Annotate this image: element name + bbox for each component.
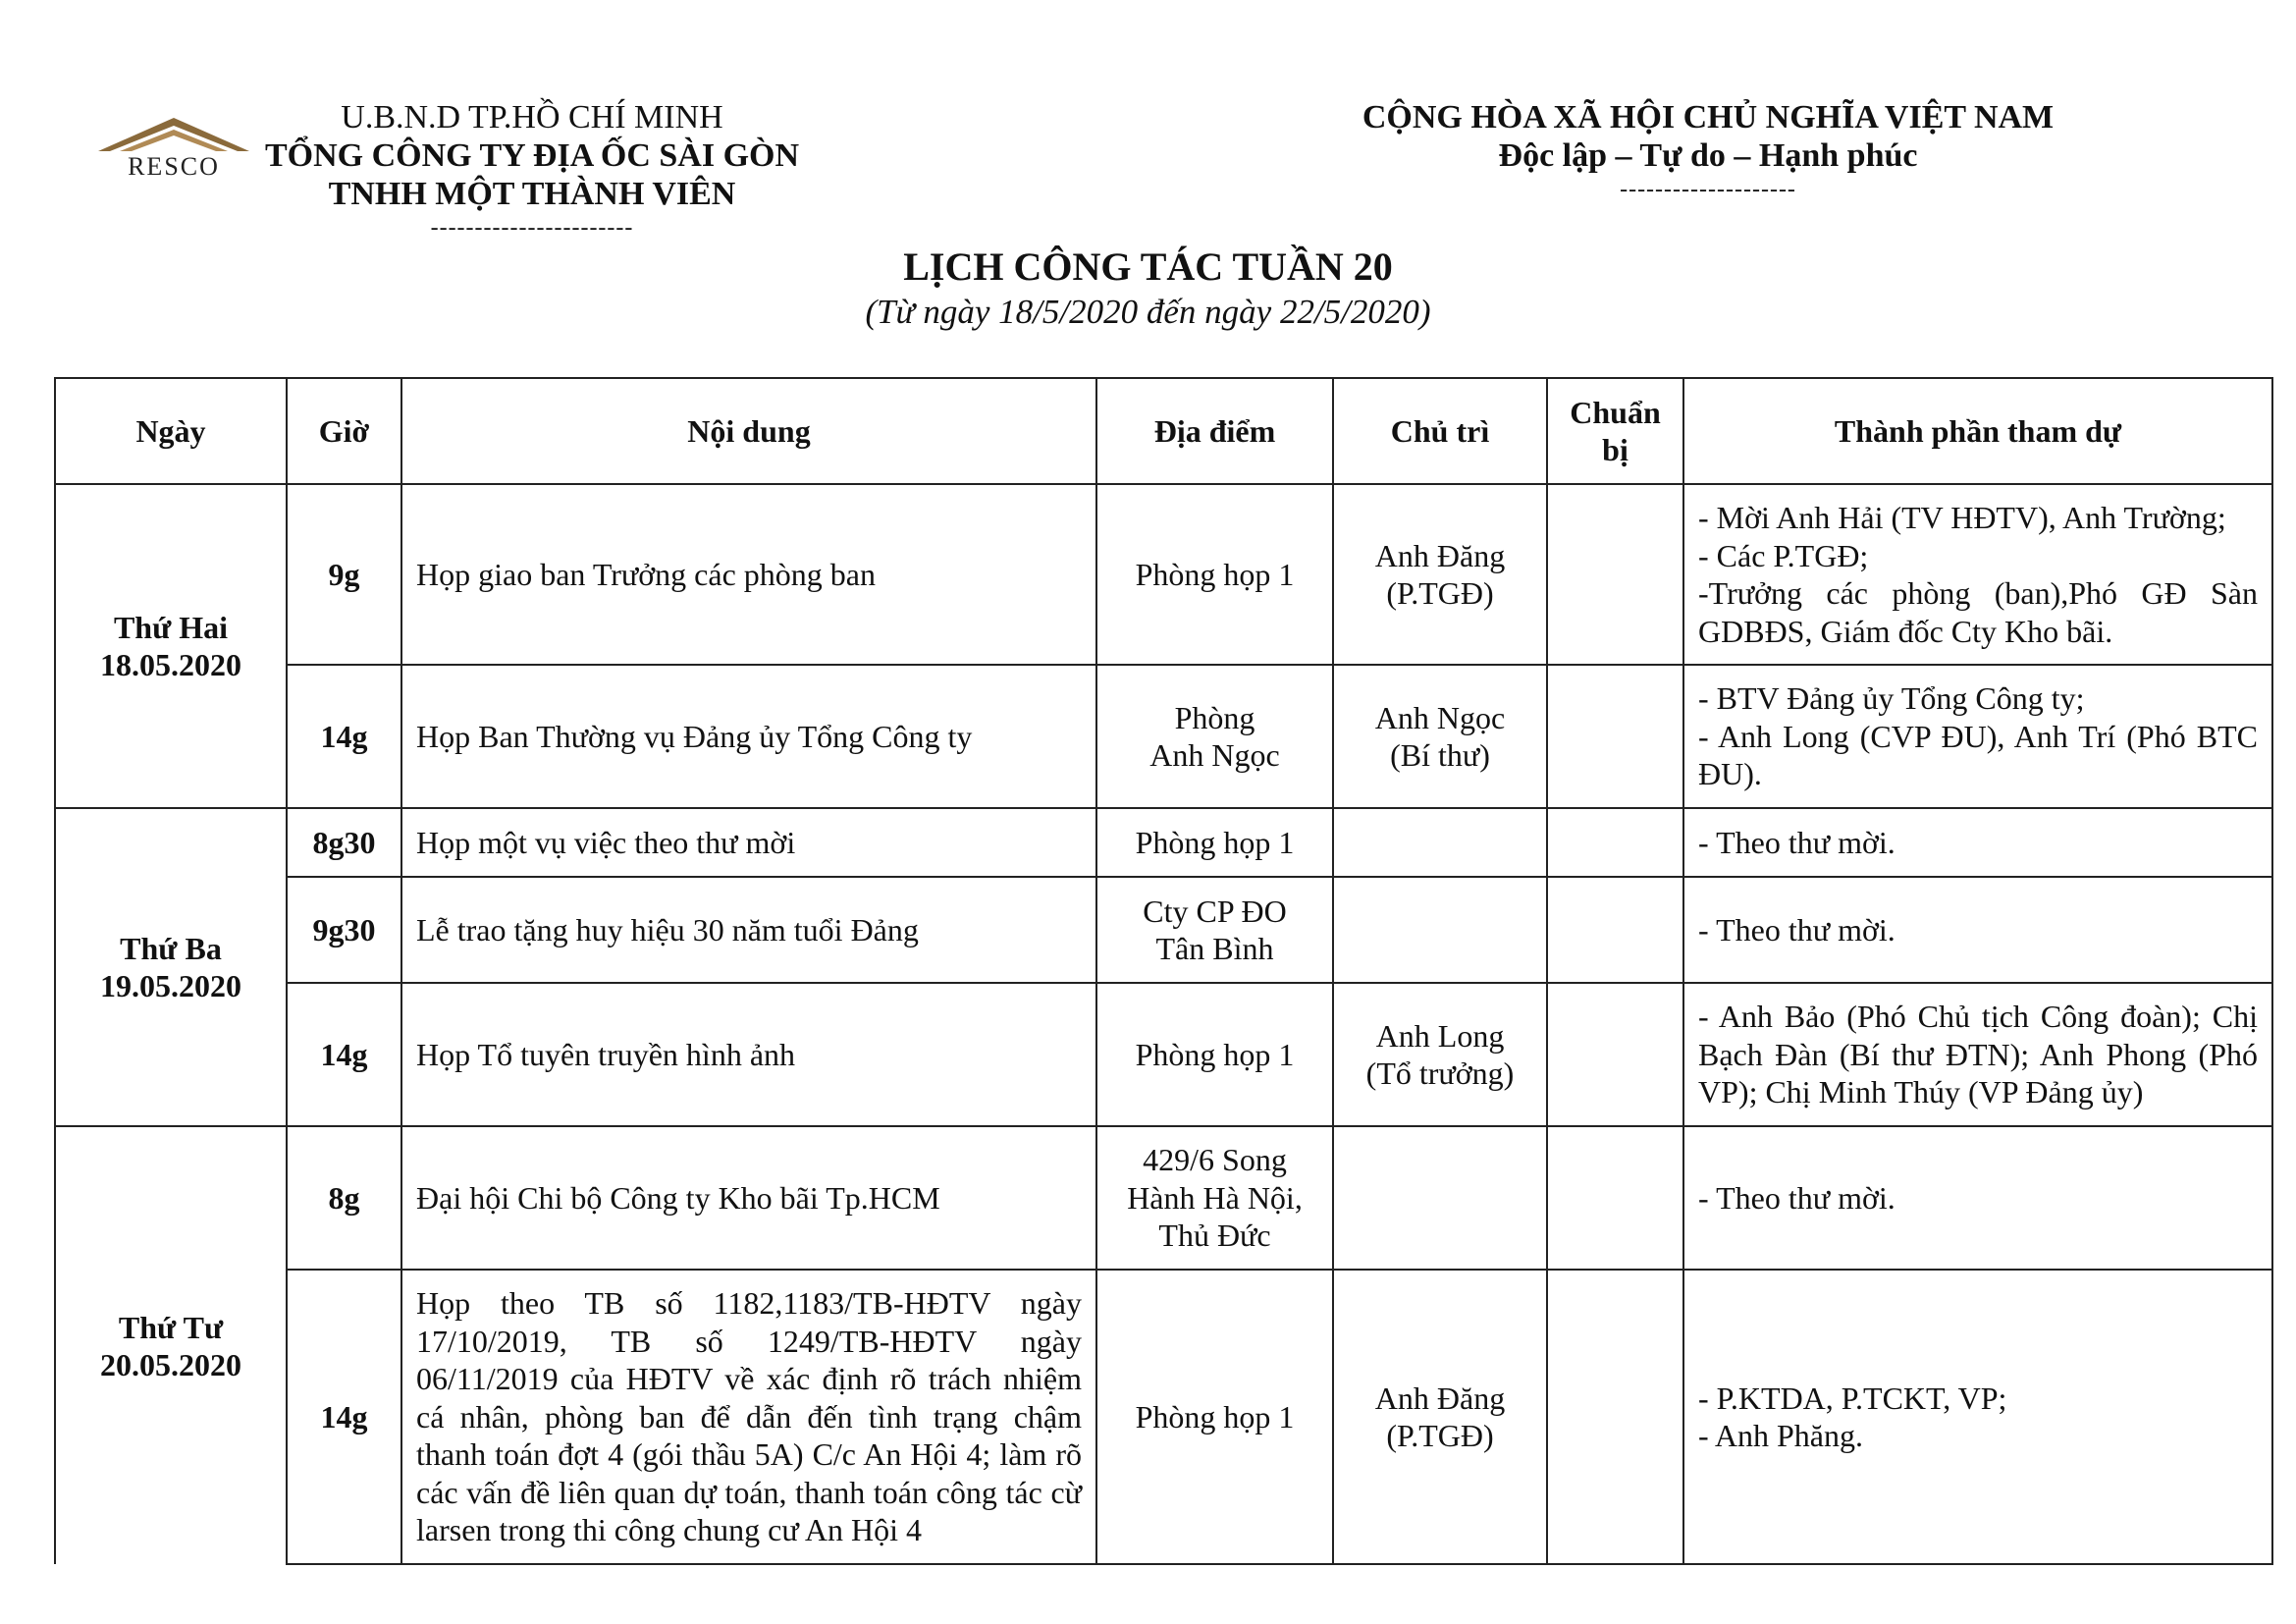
day-name: Thứ Hai <box>113 610 229 645</box>
attendee-line: - Theo thư mời. <box>1698 824 1896 860</box>
time-cell: 14g <box>287 665 401 808</box>
header-host: Chủ trì <box>1333 378 1547 484</box>
day-cell <box>55 1126 287 1564</box>
day-date: 19.05.2020 <box>100 968 241 1003</box>
place-line: Thủ Đức <box>1158 1218 1271 1254</box>
attendee-line: - Mời Anh Hải (TV HĐTV), Anh Trường; <box>1698 500 2226 535</box>
prep-cell <box>1547 484 1683 665</box>
org-line-2: TỔNG CÔNG TY ĐỊA ỐC SÀI GÒN <box>264 137 800 174</box>
host-line: Anh Long <box>1375 1017 1505 1054</box>
content-cell: Họp giao ban Trưởng các phòng ban <box>401 484 1096 665</box>
motto-divider: -------------------- <box>1620 177 1796 202</box>
content-cell: Họp theo TB số 1182,1183/TB-HĐTV ngày 17/10/2019, TB số 1249/TB-HĐTV ngày 06/11/2019 của HĐTV về xác định rõ trách nhiệm cá nhân, phòng ban để dẫn đến tình trạng chậm thanh toán đợt 4 (gói thầu 5A) C/c An Hội 4; làm rõ các vấn đề liên quan dự toán, thanh toán công tác cừ larsen trong thi công chung cư An Hội 4 <box>401 1270 1096 1564</box>
content-cell: Họp Ban Thường vụ Đảng ủy Tổng Công ty <box>401 665 1096 808</box>
document-subtitle: (Từ ngày 18/5/2020 đến ngày 22/5/2020) <box>865 293 1431 331</box>
place-line: Phòng họp 1 <box>1135 1398 1295 1435</box>
place-line: Phòng <box>1174 699 1255 735</box>
place-line: 429/6 Song <box>1143 1142 1287 1178</box>
table-header-row <box>55 378 2272 484</box>
place-cell <box>1096 983 1333 1126</box>
time-cell: 14g <box>287 1270 401 1564</box>
header-place: Địa điểm <box>1096 378 1333 484</box>
attendees-cell <box>1683 808 2272 877</box>
host-line: (P.TGĐ) <box>1386 575 1494 611</box>
organization-header <box>257 98 807 243</box>
table-row <box>55 1126 2272 1270</box>
org-line-3: TNHH MỘT THÀNH VIÊN <box>328 176 736 212</box>
place-cell <box>1096 484 1333 665</box>
time-cell: 9g <box>287 484 401 665</box>
host-cell <box>1333 665 1547 808</box>
header-prep-line2: bị <box>1602 432 1629 467</box>
prep-cell <box>1547 983 1683 1126</box>
attendees-cell <box>1683 1270 2272 1564</box>
attendee-line: - Các P.TGĐ; <box>1698 537 1869 573</box>
header-prep <box>1547 378 1683 484</box>
national-motto-header <box>1306 98 2110 204</box>
time-cell: 14g <box>287 983 401 1126</box>
header-attendees: Thành phần tham dự <box>1683 378 2272 484</box>
place-cell <box>1096 877 1333 983</box>
host-cell <box>1333 484 1547 665</box>
time-cell: 8g <box>287 1126 401 1270</box>
attendee-line: -Trưởng các phòng (ban),Phó GĐ Sàn GDBĐS, Giám đốc Cty Kho bãi. <box>1698 575 2258 649</box>
content-cell: Lễ trao tặng huy hiệu 30 năm tuổi Đảng <box>401 877 1096 983</box>
content-cell: Đại hội Chi bộ Công ty Kho bãi Tp.HCM <box>401 1126 1096 1270</box>
weekly-schedule-table <box>54 377 2273 1565</box>
time-cell: 9g30 <box>287 877 401 983</box>
table-row <box>55 877 2272 983</box>
host-line: (Tổ trưởng) <box>1365 1056 1515 1091</box>
host-cell <box>1333 877 1547 983</box>
attendees-cell <box>1683 983 2272 1126</box>
place-cell <box>1096 665 1333 808</box>
schedule-body <box>55 484 2272 1564</box>
day-name: Thứ Ba <box>120 931 222 966</box>
table-row <box>55 983 2272 1126</box>
day-name: Thứ Tư <box>118 1309 224 1345</box>
attendees-cell <box>1683 1126 2272 1270</box>
host-line: Anh Đăng <box>1374 537 1506 573</box>
content-cell: Họp một vụ việc theo thư mời <box>401 808 1096 877</box>
place-line: Phòng họp 1 <box>1135 824 1295 860</box>
prep-cell <box>1547 1126 1683 1270</box>
header-day: Ngày <box>55 378 287 484</box>
table-row <box>55 665 2272 808</box>
prep-cell <box>1547 808 1683 877</box>
attendee-line: - Anh Bảo (Phó Chủ tịch Công đoàn); Chị Bạch Đàn (Bí thư ĐTN); Anh Phong (Phó VP); Chị Minh Thúy (VP Đảng ủy) <box>1698 999 2258 1110</box>
table-row <box>55 1270 2272 1564</box>
place-line: Cty CP ĐO <box>1143 893 1287 929</box>
place-cell <box>1096 1126 1333 1270</box>
attendee-line: - Anh Phăng. <box>1698 1418 1863 1453</box>
host-cell <box>1333 1126 1547 1270</box>
resco-logo <box>90 114 257 183</box>
attendees-cell <box>1683 877 2272 983</box>
header-content: Nội dung <box>401 378 1096 484</box>
prep-cell <box>1547 877 1683 983</box>
place-line: Phòng họp 1 <box>1135 1036 1295 1072</box>
place-line: Phòng họp 1 <box>1135 556 1295 592</box>
attendee-line: - Anh Long (CVP ĐU), Anh Trí (Phó BTC ĐU). <box>1698 718 2258 792</box>
prep-cell <box>1547 665 1683 808</box>
host-line: Anh Ngọc <box>1374 699 1506 735</box>
prep-cell <box>1547 1270 1683 1564</box>
host-line: (P.TGĐ) <box>1386 1418 1494 1453</box>
attendees-cell <box>1683 665 2272 808</box>
country-name: CỘNG HÒA XÃ HỘI CHỦ NGHĨA VIỆT NAM <box>1362 99 2055 135</box>
org-divider: ----------------------- <box>430 215 634 241</box>
header-time: Giờ <box>287 378 401 484</box>
org-line-1: U.B.N.D TP.HỒ CHÍ MINH <box>341 99 723 135</box>
attendee-line: - P.KTDA, P.TCKT, VP; <box>1698 1380 2007 1416</box>
header-prep-line1: Chuẩn <box>1570 395 1661 430</box>
place-cell <box>1096 1270 1333 1564</box>
place-cell <box>1096 808 1333 877</box>
place-line: Tân Bình <box>1155 931 1274 966</box>
host-line: (Bí thư) <box>1390 737 1490 773</box>
day-date: 18.05.2020 <box>100 647 241 682</box>
day-date: 20.05.2020 <box>100 1346 241 1382</box>
place-line: Anh Ngọc <box>1149 737 1280 773</box>
svg-text:RESCO: RESCO <box>128 152 220 181</box>
attendee-line: - Theo thư mời. <box>1698 1179 1896 1216</box>
place-line: Hành Hà Nội, <box>1127 1179 1303 1216</box>
host-cell <box>1333 808 1547 877</box>
host-line: Anh Đăng <box>1374 1380 1506 1416</box>
table-row <box>55 484 2272 665</box>
attendees-cell <box>1683 484 2272 665</box>
table-row <box>55 808 2272 877</box>
host-cell <box>1333 983 1547 1126</box>
host-cell <box>1333 1270 1547 1564</box>
time-cell: 8g30 <box>287 808 401 877</box>
document-title: LỊCH CÔNG TÁC TUẦN 20 <box>903 244 1393 289</box>
day-cell <box>55 808 287 1126</box>
attendee-line: - BTV Đảng ủy Tổng Công ty; <box>1698 680 2085 717</box>
attendee-line: - Theo thư mời. <box>1698 911 1896 947</box>
content-cell: Họp Tổ tuyên truyền hình ảnh <box>401 983 1096 1126</box>
national-motto: Độc lập – Tự do – Hạnh phúc <box>1498 137 1918 174</box>
day-cell <box>55 484 287 808</box>
